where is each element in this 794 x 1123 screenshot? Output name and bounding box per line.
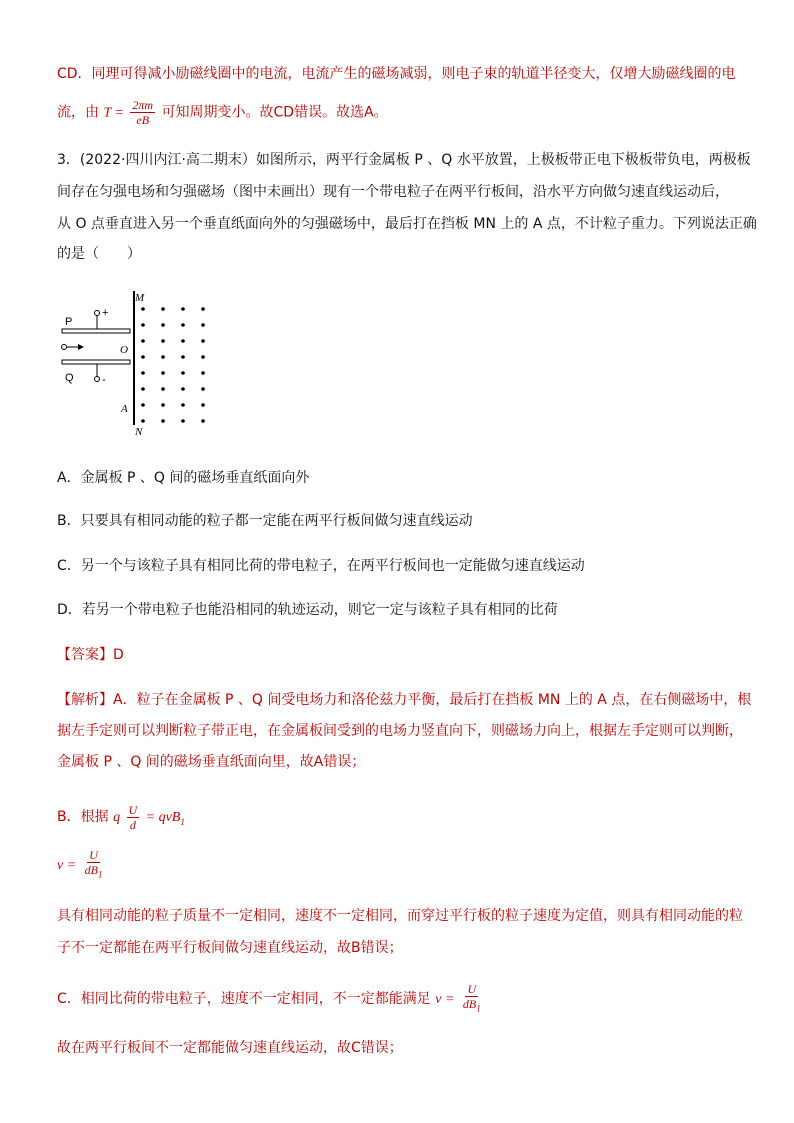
field-dot [161, 323, 165, 327]
b-explanation-line-2: 子不一定都能在两平行板间做匀速直线运动，故B错误； [57, 940, 403, 956]
field-dot [161, 355, 165, 359]
b-eq-q: q [113, 810, 121, 825]
field-dot [181, 355, 185, 359]
cd-formula-den: eB [136, 113, 150, 127]
cd-explanation-line-2 [57, 98, 388, 127]
field-dot [141, 387, 145, 391]
cd-explanation-line-1: CD．同理可得减小励磁线圈中的电流，电流产生的磁场减弱，则电子束的轨道半径变大，仅增大励磁线圈的电 [57, 66, 736, 82]
field-dot [141, 371, 145, 375]
label-minus: - [102, 374, 106, 386]
label-o: O [120, 344, 128, 356]
c-v-lhs: v = [435, 992, 455, 1007]
b-eq-num: U [128, 802, 138, 817]
plate-q [62, 360, 130, 364]
analysis-line-3: 金属板 P 、Q 间的磁场垂直纸面向里，故A错误； [57, 754, 366, 770]
analysis-line-2: 据左手定则可以判断粒子带正电，在金属板间受到的电场力竖直向下，则磁场力向上，根据左手定则可以判断， [57, 723, 743, 739]
plate-p [62, 329, 130, 333]
v-equation-line [57, 848, 106, 883]
question-3-line-1: 3．(2022·四川内江·高二期末）如图所示，两平行金属板 P 、Q 水平放置，上极板带正电下极板带负电，两极板 [57, 152, 751, 168]
option-b: B．只要具有相同动能的粒子都一定能在两平行板间做匀速直线运动 [57, 513, 473, 529]
answer-line [57, 645, 124, 665]
label-q: Q [65, 372, 74, 384]
answer-value: D [113, 647, 124, 663]
b-eq-den: d [129, 817, 136, 832]
label-m: M [135, 292, 145, 304]
v-lhs: v = [57, 858, 77, 873]
cd-formula-fraction [130, 98, 155, 127]
field-dot [201, 339, 205, 343]
field-dot [161, 403, 165, 407]
field-dot [141, 355, 145, 359]
c-v-den [461, 997, 483, 1015]
field-dot [161, 307, 165, 311]
field-dot [201, 323, 205, 327]
plates-and-field-diagram [57, 285, 227, 440]
c-v-den-sub: 1 [476, 1003, 481, 1014]
question-3-figure [57, 285, 227, 444]
c-explanation-line-2: 故在两平行板间不一定都能做匀速直线运动，故C错误； [57, 1040, 403, 1056]
option-d: D．若另一个带电粒子也能沿相同的轨迹运动，则它一定与该粒子具有相同的比荷 [57, 602, 558, 618]
field-dot [141, 323, 145, 327]
answer-label: 【答案】 [57, 647, 113, 663]
velocity-arrow-head [78, 344, 84, 350]
v-fraction [83, 848, 105, 881]
analysis-text-1: A．粒子在金属板 P 、Q 间受电场力和洛伦兹力平衡，最后打在挡板 MN 上的 A 点，在右侧磁场中，根 [113, 692, 752, 708]
field-dot [181, 403, 185, 407]
cd-text-a: 流，由 [57, 104, 99, 121]
cd-text-b: 可知周期变小。故CD错误。故选A。 [161, 104, 388, 121]
field-dot [201, 403, 205, 407]
v-den-sub: 1 [97, 869, 103, 880]
v-num: U [89, 848, 98, 863]
field-dot [161, 419, 165, 423]
field-dot [141, 339, 145, 343]
question-3-line-2: 间存在匀强电场和匀强磁场（图中未画出）现有一个带电粒子在两平行板间，沿水平方向做匀速直线运动后， [57, 184, 729, 200]
field-dot [181, 323, 185, 327]
v-den [83, 863, 105, 881]
b-explanation-line-1: 具有相同动能的粒子质量不一定相同，速度不一定相同，而穿过平行板的粒子速度为定值，则具有相同动能的粒 [57, 908, 743, 924]
field-dot [161, 371, 165, 375]
c-v-den-text: dB [462, 997, 477, 1012]
label-plus: + [102, 307, 109, 319]
c-text: C．相同比荷的带电粒子，速度不一定相同，不一定都能满足 [57, 991, 431, 1007]
question-3-line-4: 的是（ ） [57, 246, 141, 262]
field-dot [181, 339, 185, 343]
field-dot [181, 419, 185, 423]
field-dot [181, 307, 185, 311]
field-dot [181, 387, 185, 391]
field-dot [161, 339, 165, 343]
label-a: A [121, 403, 128, 415]
cd-formula-num: 2πm [132, 98, 154, 112]
b-eq-sub: 1 [180, 816, 185, 827]
v-den-text: dB [84, 863, 98, 878]
option-a: A．金属板 P 、Q 间的磁场垂直纸面向外 [57, 470, 310, 486]
b-eq-fraction [127, 803, 140, 832]
terminal-p [95, 311, 100, 316]
field-dot [201, 387, 205, 391]
b-equation-line [57, 800, 185, 839]
label-n: N [135, 426, 143, 438]
c-explanation-line-1 [57, 982, 485, 1017]
cd-formula-lhs: T = [103, 105, 124, 121]
particle [62, 345, 67, 350]
field-dot [201, 371, 205, 375]
label-p: P [65, 316, 73, 328]
c-v-num: U [467, 982, 477, 997]
field-dot [201, 419, 205, 423]
magnetic-field-dots [141, 307, 205, 423]
field-dot [141, 419, 145, 423]
field-dot [181, 371, 185, 375]
analysis-line-1 [57, 690, 751, 710]
question-3-line-3: 从 O 点垂直进入另一个垂直纸面向外的匀强磁场中，最后打在挡板 MN 上的 A 点，不计粒子重力。下列说法正确 [57, 216, 757, 232]
field-dot [141, 307, 145, 311]
c-v-fraction [461, 982, 483, 1015]
b-eq-rhs: = qvB [145, 810, 181, 825]
field-dot [141, 403, 145, 407]
analysis-label: 【解析】 [57, 692, 113, 708]
field-dot [201, 355, 205, 359]
field-dot [201, 307, 205, 311]
field-dot [161, 387, 165, 391]
option-c: C．另一个与该粒子具有相同比荷的带电粒子，在两平行板间也一定能做匀速直线运动 [57, 558, 585, 574]
b-prefix: B．根据 [57, 809, 109, 825]
terminal-q [95, 377, 100, 382]
